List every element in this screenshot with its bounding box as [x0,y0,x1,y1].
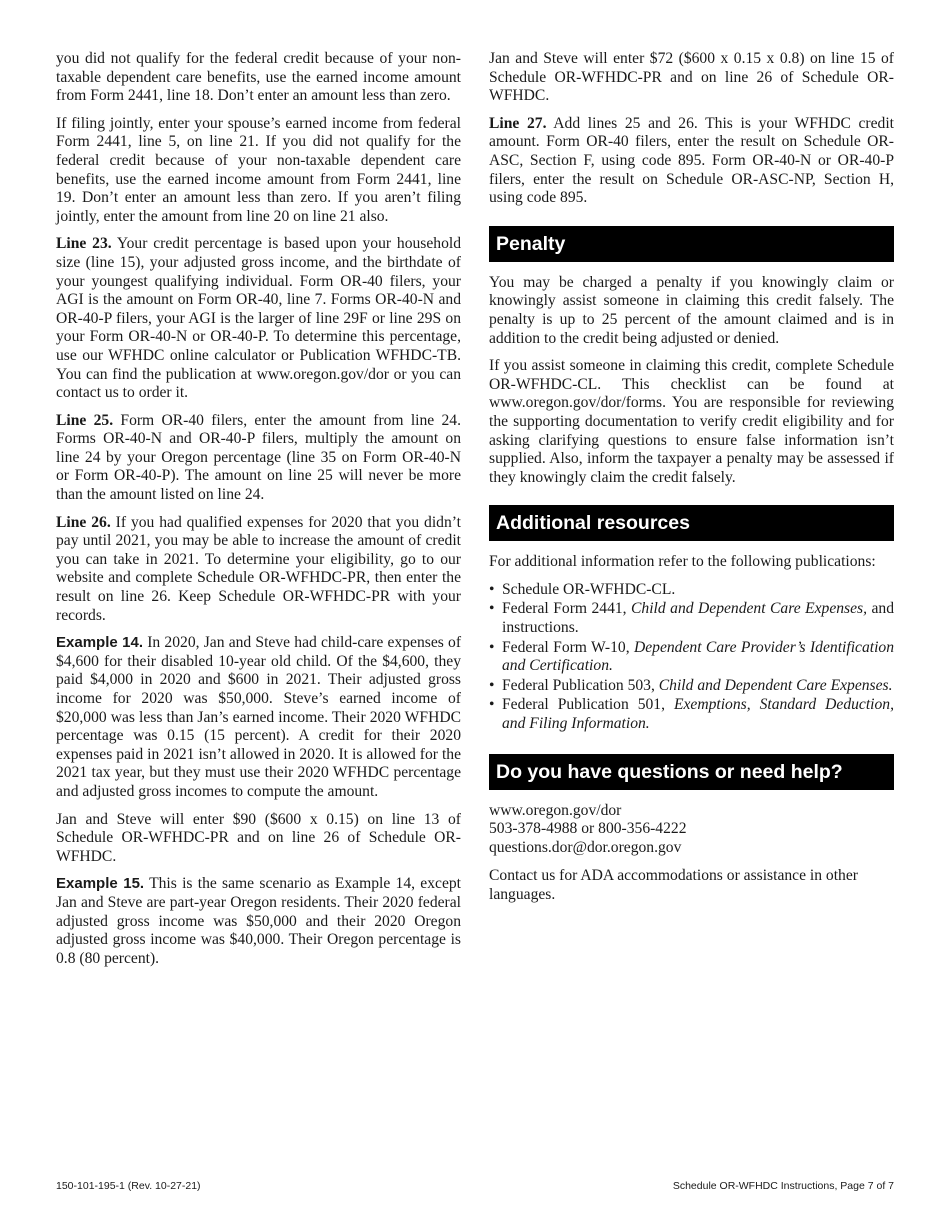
contact-email-link[interactable]: questions.dor@dor.oregon.gov [489,838,682,856]
page-label: Schedule OR-WFHDC Instructions, Page 7 of 7 [672,1180,894,1192]
line-27-text: Add lines 25 and 26. This is your WFHDC credit amount. Form OR-40 filers, enter the result on Schedule OR-ASC, Section F, using code 895. Form OR-40-N or OR-40-P filers, enter the result on Schedule OR-ASC-NP, Section H, using code 895. [489,114,894,207]
resources-list [489,581,894,734]
list-item: • Federal Publication 503, Child and Dependent Care Expenses. [489,676,893,694]
list-item: • Federal Form 2441, Child and Dependent Care Expenses, and instructions. [489,600,894,637]
example-15-text: This is the same scenario as Example 14, except Jan and Steve are part-year Oregon residents. Their 2020 federal adjusted gross income was $50,000 and their 2020 Oregon adjusted gross income was $40,000. Their Oregon percentage is 0.8 (80 percent). [56,875,461,967]
example-14-label: Example 14. [56,634,144,652]
list-item: • Federal Publication 501, Exemptions, Standard Deduction, and Filing Information. [489,696,894,733]
paragraph-penalty-2: If you assist someone in claiming this credit, complete Schedule OR-WFHDC-CL. This checklist can be found at www.oregon.gov/dor/forms. You are responsible for reviewing the supporting documentation to verify credit eligibility and for asking clarifying questions to ensure false information isn’t supplied. Also, inform the taxpayer a penalty may be assessed if they knowingly claim the credit falsely. [489,357,894,486]
contact-website-link[interactable]: www.oregon.gov/dor [489,801,622,819]
right-column [489,50,894,914]
paragraph-example-14 [56,634,461,801]
line-25-text: Form OR-40 filers, enter the amount from line 24. Forms OR-40-N and OR-40-P filers, multiply the amount on line 24 by your Oregon percentage (line 35 on Form OR-40-N or Form OR-40-P). The amount on line 25 will never be more than the amount listed on line 24. [56,411,461,504]
contact-block [489,802,894,858]
paragraph-example-15-result: Jan and Steve will enter $72 ($600 x 0.15 x 0.8) on line 15 of Schedule OR-WFHDC-PR and on line 26 of Schedule OR-WFHDC. [489,50,894,105]
resources-intro: For additional information refer to the following publications: [489,553,876,571]
line-23-label: Line 23. [56,235,112,253]
penalty-heading: Penalty [489,226,894,262]
left-column [56,50,461,977]
line-25-label: Line 25. [56,411,114,429]
paragraph-line-26 [56,514,461,626]
paragraph-earned-income: you did not qualify for the federal credit because of your non-taxable dependent care benefits, use the earned income amount from Form 2441, line 18. Don’t enter an amount less than zero. [56,50,461,105]
form-number: 150-101-195-1 (Rev. 10-27-21) [56,1180,201,1192]
paragraph-line-25 [56,412,461,505]
paragraph-line-27 [489,115,894,208]
paragraph-example-14-result: Jan and Steve will enter $90 ($600 x 0.15) on line 13 of Schedule OR-WFHDC-PR and on line 26 of Schedule OR-WFHDC. [56,810,461,865]
paragraph-ada: Contact us for ADA accommodations or assistance in other languages. [489,867,858,903]
paragraph-spouse-income: If filing jointly, enter your spouse’s earned income from federal Form 2441, line 5, on line 21. If you did not qualify for the federal credit because of your non-taxable dependent care benefits, use the earned income amount from Form 2441, line 19. Don’t enter an amount less than zero. If you aren’t filing jointly, enter the amount from line 20 on line 21 also. [56,114,461,225]
paragraph-penalty-1: You may be charged a penalty if you knowingly claim or knowingly assist someone in claiming this credit falsely. The penalty is up to 25 percent of the amount claimed and is in addition to the credit being adjusted or denied. [489,273,894,347]
line-27-label: Line 27. [489,114,547,132]
help-heading: Do you have questions or need help? [489,754,894,790]
additional-resources-heading: Additional resources [489,505,894,541]
line-26-label: Line 26. [56,513,111,531]
example-15-label: Example 15. [56,875,145,893]
list-item: • Schedule OR-WFHDC-CL. [489,580,676,598]
example-14-text: In 2020, Jan and Steve had child-care expenses of $4,600 for their disabled 10-year old child. Of the $4,600, they paid $4,000 in 2020 and $600 in 2021. Their adjusted gross income for 2020 was $50,000. Steve’s earned income of $20,000 was less than Jan’s earned income. Their 2020 WFHDC percentage was 0.15 (15 percent). A credit for their 2020 expenses paid in 2021 isn’t allowed in 2020. It is allowed for the 2021 tax year, but they must use their 2020 WFHDC percentage and adjusted gross incomes to compute the amount. [56,634,462,800]
contact-phone: 503-378-4988 or 800-356-4222 [489,820,687,838]
paragraph-example-15 [56,875,461,968]
line-26-text: If you had qualified expenses for 2020 that you didn’t pay until 2021, you may be able to increase the amount of credit you can take in 2021. To determine your eligibility, go to our website and complete Schedule OR-WFHDC-PR, then enter the result on line 26. Keep Schedule OR-WFHDC-PR with your records. [56,513,461,624]
list-item: • Federal Form W-10, Dependent Care Provider’s Identification and Certification. [489,638,894,675]
paragraph-line-23 [56,235,461,402]
line-23-text: Your credit percentage is based upon your household size (line 15), your adjusted gross income, and the birthdate of your youngest qualifying individual. Form OR-40 filers, your AGI is the amount on Form OR-40, line 7. Forms OR-40-N and OR-40-P filers, your AGI is the larger of line 29F or line 29S on your Form OR-40-N or OR-40-P. To determine this percentage, use our WFHDC online calculator or Publication WFHDC-TB. You can find the publication at www.oregon.gov/dor or you can contact us to order it. [56,235,461,402]
